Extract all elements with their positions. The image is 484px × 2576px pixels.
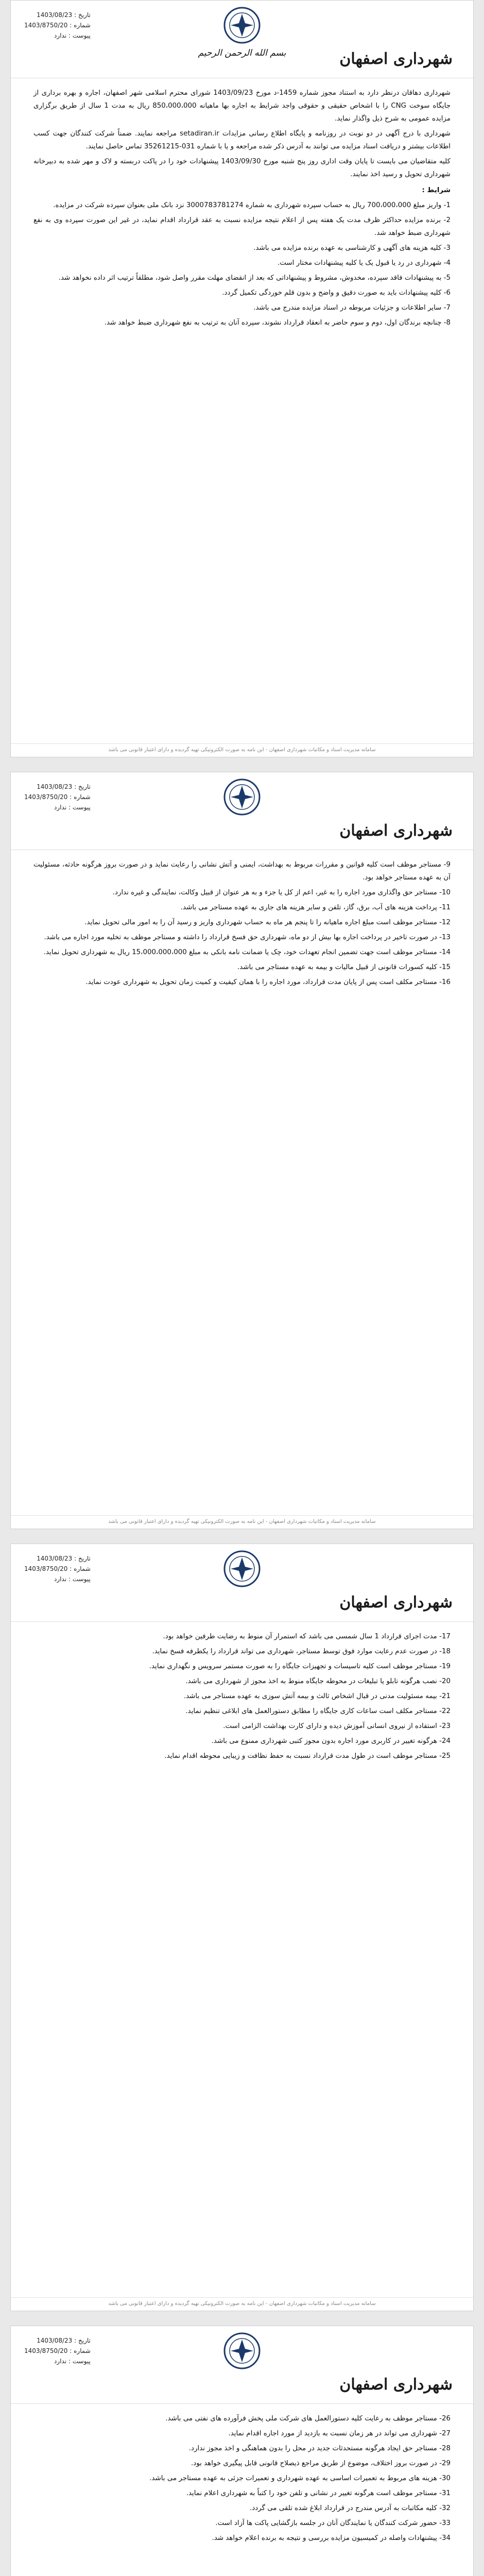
list-item: 22- مستاجر مکلف است ساعات کاری جایگاه را مطابق دستورالعمل های ابلاغی تنظیم نماید. bbox=[185, 1707, 451, 1715]
section-heading: شرایط : bbox=[422, 187, 451, 194]
number-value: 1403/8750/20 bbox=[24, 2347, 68, 2354]
list-item: 29- در صورت بروز اختلاف، موضوع از طریق مراجع ذیصلاح قانونی قابل پیگیری خواهد بود. bbox=[191, 2460, 451, 2467]
brand-logo-text: شهرداری اصفهان bbox=[339, 2376, 453, 2394]
date-label: تاریخ : bbox=[74, 11, 91, 19]
page-body bbox=[11, 850, 473, 996]
attachment-label: پیوست : bbox=[68, 2358, 91, 2365]
list-item: 18- در صورت عدم رعایت موارد فوق توسط مستاجر، شهرداری می تواند قرارداد را یکطرفه فسخ نماید. bbox=[152, 1648, 451, 1655]
date-value: 1403/08/23 bbox=[37, 2337, 73, 2344]
attachment-value: ندارد bbox=[54, 2358, 67, 2365]
number-label: شماره : bbox=[70, 2347, 91, 2354]
list-item: 17- مدت اجرای قرارداد 1 سال شمسی می باشد که استمرار آن منوط به رضایت طرفین خواهد بود. bbox=[163, 1633, 451, 1640]
list-item: 6- کلیه پیشنهادات باید به صورت دقیق و واضح و بدون قلم خوردگی تکمیل گردد. bbox=[222, 289, 451, 297]
list-item: 32- کلیه مکاتبات به آدرس مندرج در قرارداد ابلاغ شده تلقی می گردد. bbox=[250, 2504, 451, 2512]
list-item: 4- شهرداری در رد یا قبول یک یا کلیه پیشنهادات مختار است. bbox=[278, 259, 451, 267]
number-value: 1403/8750/20 bbox=[24, 22, 68, 29]
attachment-value: ندارد bbox=[54, 804, 67, 811]
attachment-label: پیوست : bbox=[68, 1575, 91, 1583]
list-item: 5- به پیشنهادات فاقد سپرده، مخدوش، مشروط و پیشنهاداتی که بعد از انقضای مهلت مقرر واصل شود، مطلقاً ترتیب اثر داده نخواهد شد. bbox=[58, 274, 451, 282]
list-item: 24- هرگونه تغییر در کاربری مورد اجاره بدون مجوز کتبی شهرداری ممنوع می باشد. bbox=[211, 1737, 451, 1745]
paragraph: شهرداری دهاقان درنظر دارد به استناد مجوز شماره 1459-د مورخ 1403/09/23 شورای محترم اسلامی شهر اصفهان، اجاره و بهره برداری از جایگاه سوخت CNG را با اشخاص حقیقی و حقوقی واجد شرایط به اجاره بها ماهیانه 850،000،000 ریال به مدت 1 سال از طریق برگزاری مزایده عمومی به شرح ذیل واگذار نماید. bbox=[33, 89, 451, 123]
brand-logo-text: شهرداری اصفهان bbox=[339, 1594, 453, 1612]
list-item: 1- واریز مبلغ 700،000،000 ریال به حساب سپرده شهرداری به شماره 3000783781274 نزد بانک ملی بعنوان سپرده شرکت در مزایده. bbox=[53, 201, 451, 209]
document-page-3 bbox=[10, 1544, 474, 2311]
list-item: 8- چنانچه برندگان اول، دوم و سوم حاضر به انعقاد قرارداد نشوند، سپرده آنان به ترتیب به نفع شهرداری ضبط خواهد شد. bbox=[104, 319, 451, 327]
list-item: 13- در صورت تاخیر در پرداخت اجاره بها بیش از دو ماه، شهرداری حق فسخ قرارداد را داشته و مستاجر موظف به تخلیه مورد اجاره می باشد. bbox=[44, 934, 451, 941]
date-value: 1403/08/23 bbox=[37, 783, 73, 790]
paragraph: کلیه متقاضیان می بایست تا پایان وقت اداری روز پنج شنبه مورخ 1403/09/30 پیشنهادات خود را در پاکت دربسته و لاک و مهر شده به دبیرخانه شهرداری تحویل و رسید اخذ نمایند. bbox=[33, 158, 451, 178]
document-meta bbox=[24, 10, 91, 41]
document-page-4 bbox=[10, 2326, 474, 2576]
list-item: 15- کلیه کسورات قانونی از قبیل مالیات و بیمه به عهده مستاجر می باشد. bbox=[237, 963, 451, 971]
list-item: 31- مستاجر موظف است هرگونه تغییر در نشانی و تلفن خود را کتباً به شهرداری اعلام نماید. bbox=[186, 2489, 451, 2497]
list-item: 9- مستاجر موظف است کلیه قوانین و مقررات مربوط به بهداشت، ایمنی و آتش نشانی را رعایت نماید و در صورت بروز هرگونه حادثه، مسئولیت آن به عهده مستاجر خواهد بود. bbox=[33, 861, 451, 882]
attachment-value: ندارد bbox=[54, 32, 67, 39]
list-item: 28- مستاجر حق ایجاد هرگونه مستحدثات جدید در محل را بدون هماهنگی و اخذ مجوز ندارد. bbox=[188, 2445, 451, 2452]
date-label: تاریخ : bbox=[74, 1555, 91, 1562]
list-item: 7- سایر اطلاعات و جزئیات مربوطه در اسناد مزایده مندرج می باشد. bbox=[253, 304, 451, 312]
document-meta bbox=[24, 782, 91, 812]
date-value: 1403/08/23 bbox=[37, 1555, 73, 1562]
list-item: 33- حضور شرکت کنندگان یا نمایندگان آنان در جلسه بازگشایی پاکت ها آزاد است. bbox=[215, 2519, 451, 2527]
municipality-emblem-icon bbox=[222, 6, 262, 45]
list-item: 10- مستاجر حق واگذاری مورد اجاره را به غیر، اعم از کل یا جزء و به هر عنوان از قبیل وکالت، نمایندگی و غیره ندارد. bbox=[112, 889, 451, 896]
page-header bbox=[11, 1544, 473, 1622]
list-item: 30- هزینه های مربوط به تعمیرات اساسی به عهده شهرداری و تعمیرات جزئی به عهده مستاجر می باشد. bbox=[149, 2475, 451, 2482]
document-page-2 bbox=[10, 772, 474, 1529]
list-item: 11- پرداخت هزینه های آب، برق، گاز، تلفن و سایر هزینه های جاری به عهده مستاجر می باشد. bbox=[180, 904, 451, 911]
document-meta bbox=[24, 1553, 91, 1584]
number-label: شماره : bbox=[70, 22, 91, 29]
page-footer: سامانه مدیریت اسناد و مکاتبات شهرداری اصفهان - این نامه به صورت الکترونیکی تهیه گردیده و دارای اعتبار قانونی می باشد bbox=[11, 1515, 473, 1529]
date-label: تاریخ : bbox=[74, 783, 91, 790]
number-value: 1403/8750/20 bbox=[24, 1565, 68, 1572]
date-value: 1403/08/23 bbox=[37, 11, 73, 19]
number-label: شماره : bbox=[70, 793, 91, 801]
paragraph: شهرداری با درج آگهی در دو نوبت در روزنامه و پایگاه اطلاع رسانی مزایدات setadiran.ir مراجعه نمایند. ضمناً شرکت کنندگان جهت کسب اطلاعات بیشتر و دریافت اسناد مزایده می توانند به آدرس ذکر شده مراجعه و یا با شماره 031-35261215 تماس حاصل نمایند. bbox=[33, 130, 451, 150]
page-footer: سامانه مدیریت اسناد و مکاتبات شهرداری اصفهان - این نامه به صورت الکترونیکی تهیه گردیده و دارای اعتبار قانونی می باشد bbox=[11, 743, 473, 757]
document-meta bbox=[24, 2335, 91, 2366]
list-item: 12- مستاجر موظف است مبلغ اجاره ماهیانه را تا پنجم هر ماه به حساب شهرداری واریز و رسید آن را به امور مالی تحویل نماید. bbox=[84, 919, 451, 926]
list-item: 27- شهرداری می تواند در هر زمان نسبت به بازدید از مورد اجاره اقدام نماید. bbox=[228, 2430, 451, 2437]
page-body bbox=[11, 2404, 473, 2552]
list-item: 26- مستاجر موظف به رعایت کلیه دستورالعمل های شرکت ملی پخش فرآورده های نفتی می باشد. bbox=[165, 2415, 451, 2422]
page-header bbox=[11, 772, 473, 850]
page-body bbox=[11, 78, 473, 336]
list-item: 16- مستاجر مکلف است پس از پایان مدت قرارداد، مورد اجاره را با همان کیفیت و کمیت زمان تحویل به شهرداری عودت نماید. bbox=[85, 978, 451, 986]
list-item: 25- مستاجر موظف است در طول مدت قرارداد نسبت به حفظ نظافت و زیبایی محوطه اقدام نماید. bbox=[164, 1752, 451, 1760]
list-item: 14- مستاجر موظف است جهت تضمین انجام تعهدات خود، چک یا ضمانت نامه بانکی به مبلغ 15،000،000،000 ریال به شهرداری تحویل نماید. bbox=[43, 948, 451, 956]
list-item: 34- پیشنهادات واصله در کمیسیون مزایده بررسی و نتیجه به برنده اعلام خواهد شد. bbox=[212, 2534, 451, 2542]
brand-logo-text: شهرداری اصفهان bbox=[339, 50, 453, 68]
list-item: 21- بیمه مسئولیت مدنی در قبال اشخاص ثالث و بیمه آتش سوزی به عهده مستاجر می باشد. bbox=[183, 1692, 451, 1700]
attachment-label: پیوست : bbox=[68, 804, 91, 811]
number-label: شماره : bbox=[70, 1565, 91, 1572]
municipality-emblem-icon bbox=[222, 1549, 262, 1588]
list-item: 19- مستاجر موظف است کلیه تاسیسات و تجهیزات جایگاه را به صورت مستمر سرویس و نگهداری نماید. bbox=[149, 1663, 451, 1670]
page-header bbox=[11, 1, 473, 78]
date-label: تاریخ : bbox=[74, 2337, 91, 2344]
page-body bbox=[11, 1622, 473, 1770]
list-item: 20- نصب هرگونه تابلو یا تبلیغات در محوطه جایگاه منوط به اخذ مجوز از شهرداری می باشد. bbox=[185, 1677, 451, 1685]
attachment-value: ندارد bbox=[54, 1575, 67, 1583]
attachment-label: پیوست : bbox=[68, 32, 91, 39]
document-page-1 bbox=[10, 0, 474, 757]
municipality-emblem-icon bbox=[222, 777, 262, 817]
page-header bbox=[11, 2326, 473, 2404]
number-value: 1403/8750/20 bbox=[24, 793, 68, 801]
brand-logo-text: شهرداری اصفهان bbox=[339, 822, 453, 840]
list-item: 2- برنده مزایده حداکثر ظرف مدت یک هفته پس از اعلام نتیجه مزایده نسبت به عقد قرارداد اقدام نماید، در غیر این صورت سپرده وی به نفع شهرداری ضبط خواهد شد. bbox=[33, 216, 451, 237]
list-item: 23- استفاده از نیروی انسانی آموزش دیده و دارای کارت بهداشت الزامی است. bbox=[223, 1722, 451, 1730]
page-footer: سامانه مدیریت اسناد و مکاتبات شهرداری اصفهان - این نامه به صورت الکترونیکی تهیه گردیده و دارای اعتبار قانونی می باشد bbox=[11, 2297, 473, 2311]
municipality-emblem-icon bbox=[222, 2331, 262, 2370]
list-item: 3- کلیه هزینه های آگهی و کارشناسی به عهده برنده مزایده می باشد. bbox=[253, 244, 451, 252]
calligraphy-heading: بسم الله الرحمن الرحیم bbox=[198, 48, 286, 58]
